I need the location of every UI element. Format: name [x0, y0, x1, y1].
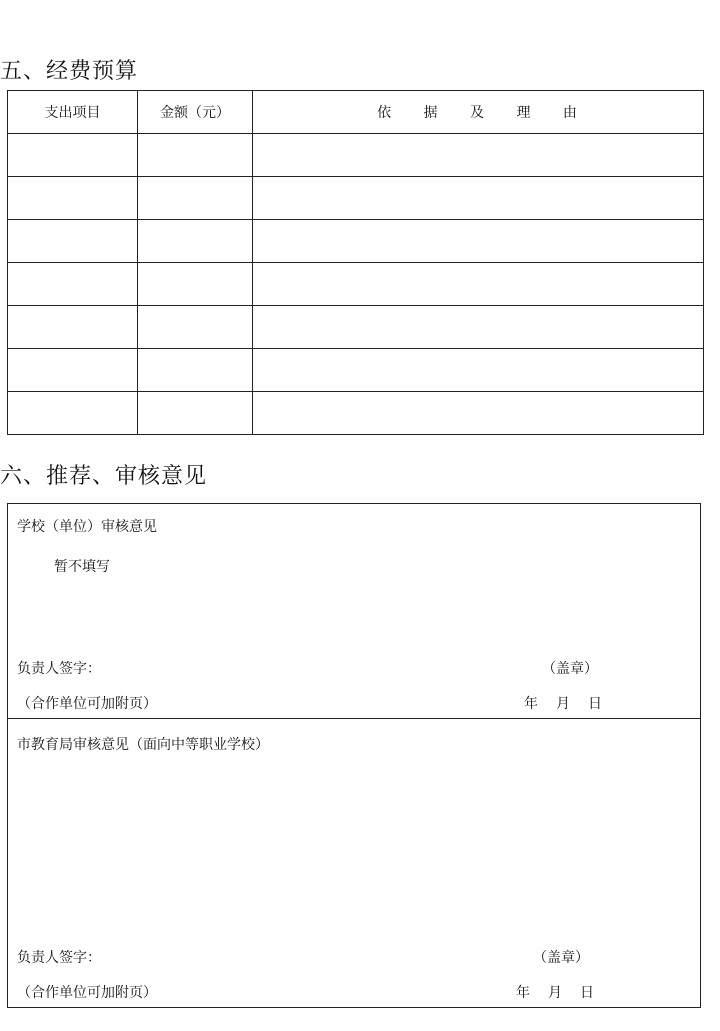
item-cell[interactable]	[8, 392, 138, 435]
item-cell[interactable]	[8, 134, 138, 177]
header-amount: 金额（元）	[138, 91, 253, 134]
reason-cell[interactable]	[253, 177, 704, 220]
item-cell[interactable]	[8, 177, 138, 220]
reason-cell[interactable]	[253, 392, 704, 435]
reason-cell[interactable]	[253, 306, 704, 349]
month-label: 月	[556, 696, 570, 712]
bureau-review-heading: 市教育局审核意见（面向中等职业学校）	[17, 737, 269, 753]
header-expense-item: 支出项目	[8, 91, 138, 134]
budget-row	[8, 349, 704, 392]
amount-cell[interactable]	[138, 392, 253, 435]
bureau-review-box	[7, 718, 701, 1008]
amount-cell[interactable]	[138, 134, 253, 177]
amount-cell[interactable]	[138, 306, 253, 349]
reason-cell[interactable]	[253, 263, 704, 306]
school-date-line	[524, 695, 620, 713]
section-6-title: 六、推荐、审核意见	[0, 464, 208, 489]
budget-row	[8, 177, 704, 220]
section-5-title: 五、经费预算	[0, 59, 139, 84]
reason-cell[interactable]	[253, 349, 704, 392]
item-cell[interactable]	[8, 220, 138, 263]
budget-row	[8, 220, 704, 263]
item-cell[interactable]	[8, 263, 138, 306]
school-signer-label: 负责人签字：	[17, 661, 101, 677]
budget-header-row	[8, 91, 704, 134]
reason-cell[interactable]	[253, 134, 704, 177]
item-cell[interactable]	[8, 349, 138, 392]
budget-row	[8, 263, 704, 306]
budget-table	[7, 90, 704, 435]
reason-cell[interactable]	[253, 220, 704, 263]
header-reason: 依 据 及 理 由	[253, 91, 704, 134]
day-label: 日	[588, 696, 602, 712]
bureau-seal-label: （盖章）	[533, 950, 589, 966]
day-label: 日	[580, 985, 594, 1001]
amount-cell[interactable]	[138, 349, 253, 392]
bureau-attach-note: （合作单位可加附页）	[17, 985, 157, 1001]
school-review-box	[7, 503, 701, 719]
month-label: 月	[548, 985, 562, 1001]
budget-row	[8, 392, 704, 435]
year-label: 年	[524, 696, 538, 712]
bureau-signer-label: 负责人签字：	[17, 950, 101, 966]
year-label: 年	[516, 985, 530, 1001]
amount-cell[interactable]	[138, 220, 253, 263]
school-attach-note: （合作单位可加附页）	[17, 696, 157, 712]
amount-cell[interactable]	[138, 177, 253, 220]
amount-cell[interactable]	[138, 263, 253, 306]
item-cell[interactable]	[8, 306, 138, 349]
budget-row	[8, 134, 704, 177]
school-review-note[interactable]: 暂不填写	[54, 559, 110, 575]
school-review-heading: 学校（单位）审核意见	[17, 519, 157, 535]
bureau-date-line	[516, 984, 612, 1002]
budget-row	[8, 306, 704, 349]
school-seal-label: （盖章）	[542, 661, 598, 677]
